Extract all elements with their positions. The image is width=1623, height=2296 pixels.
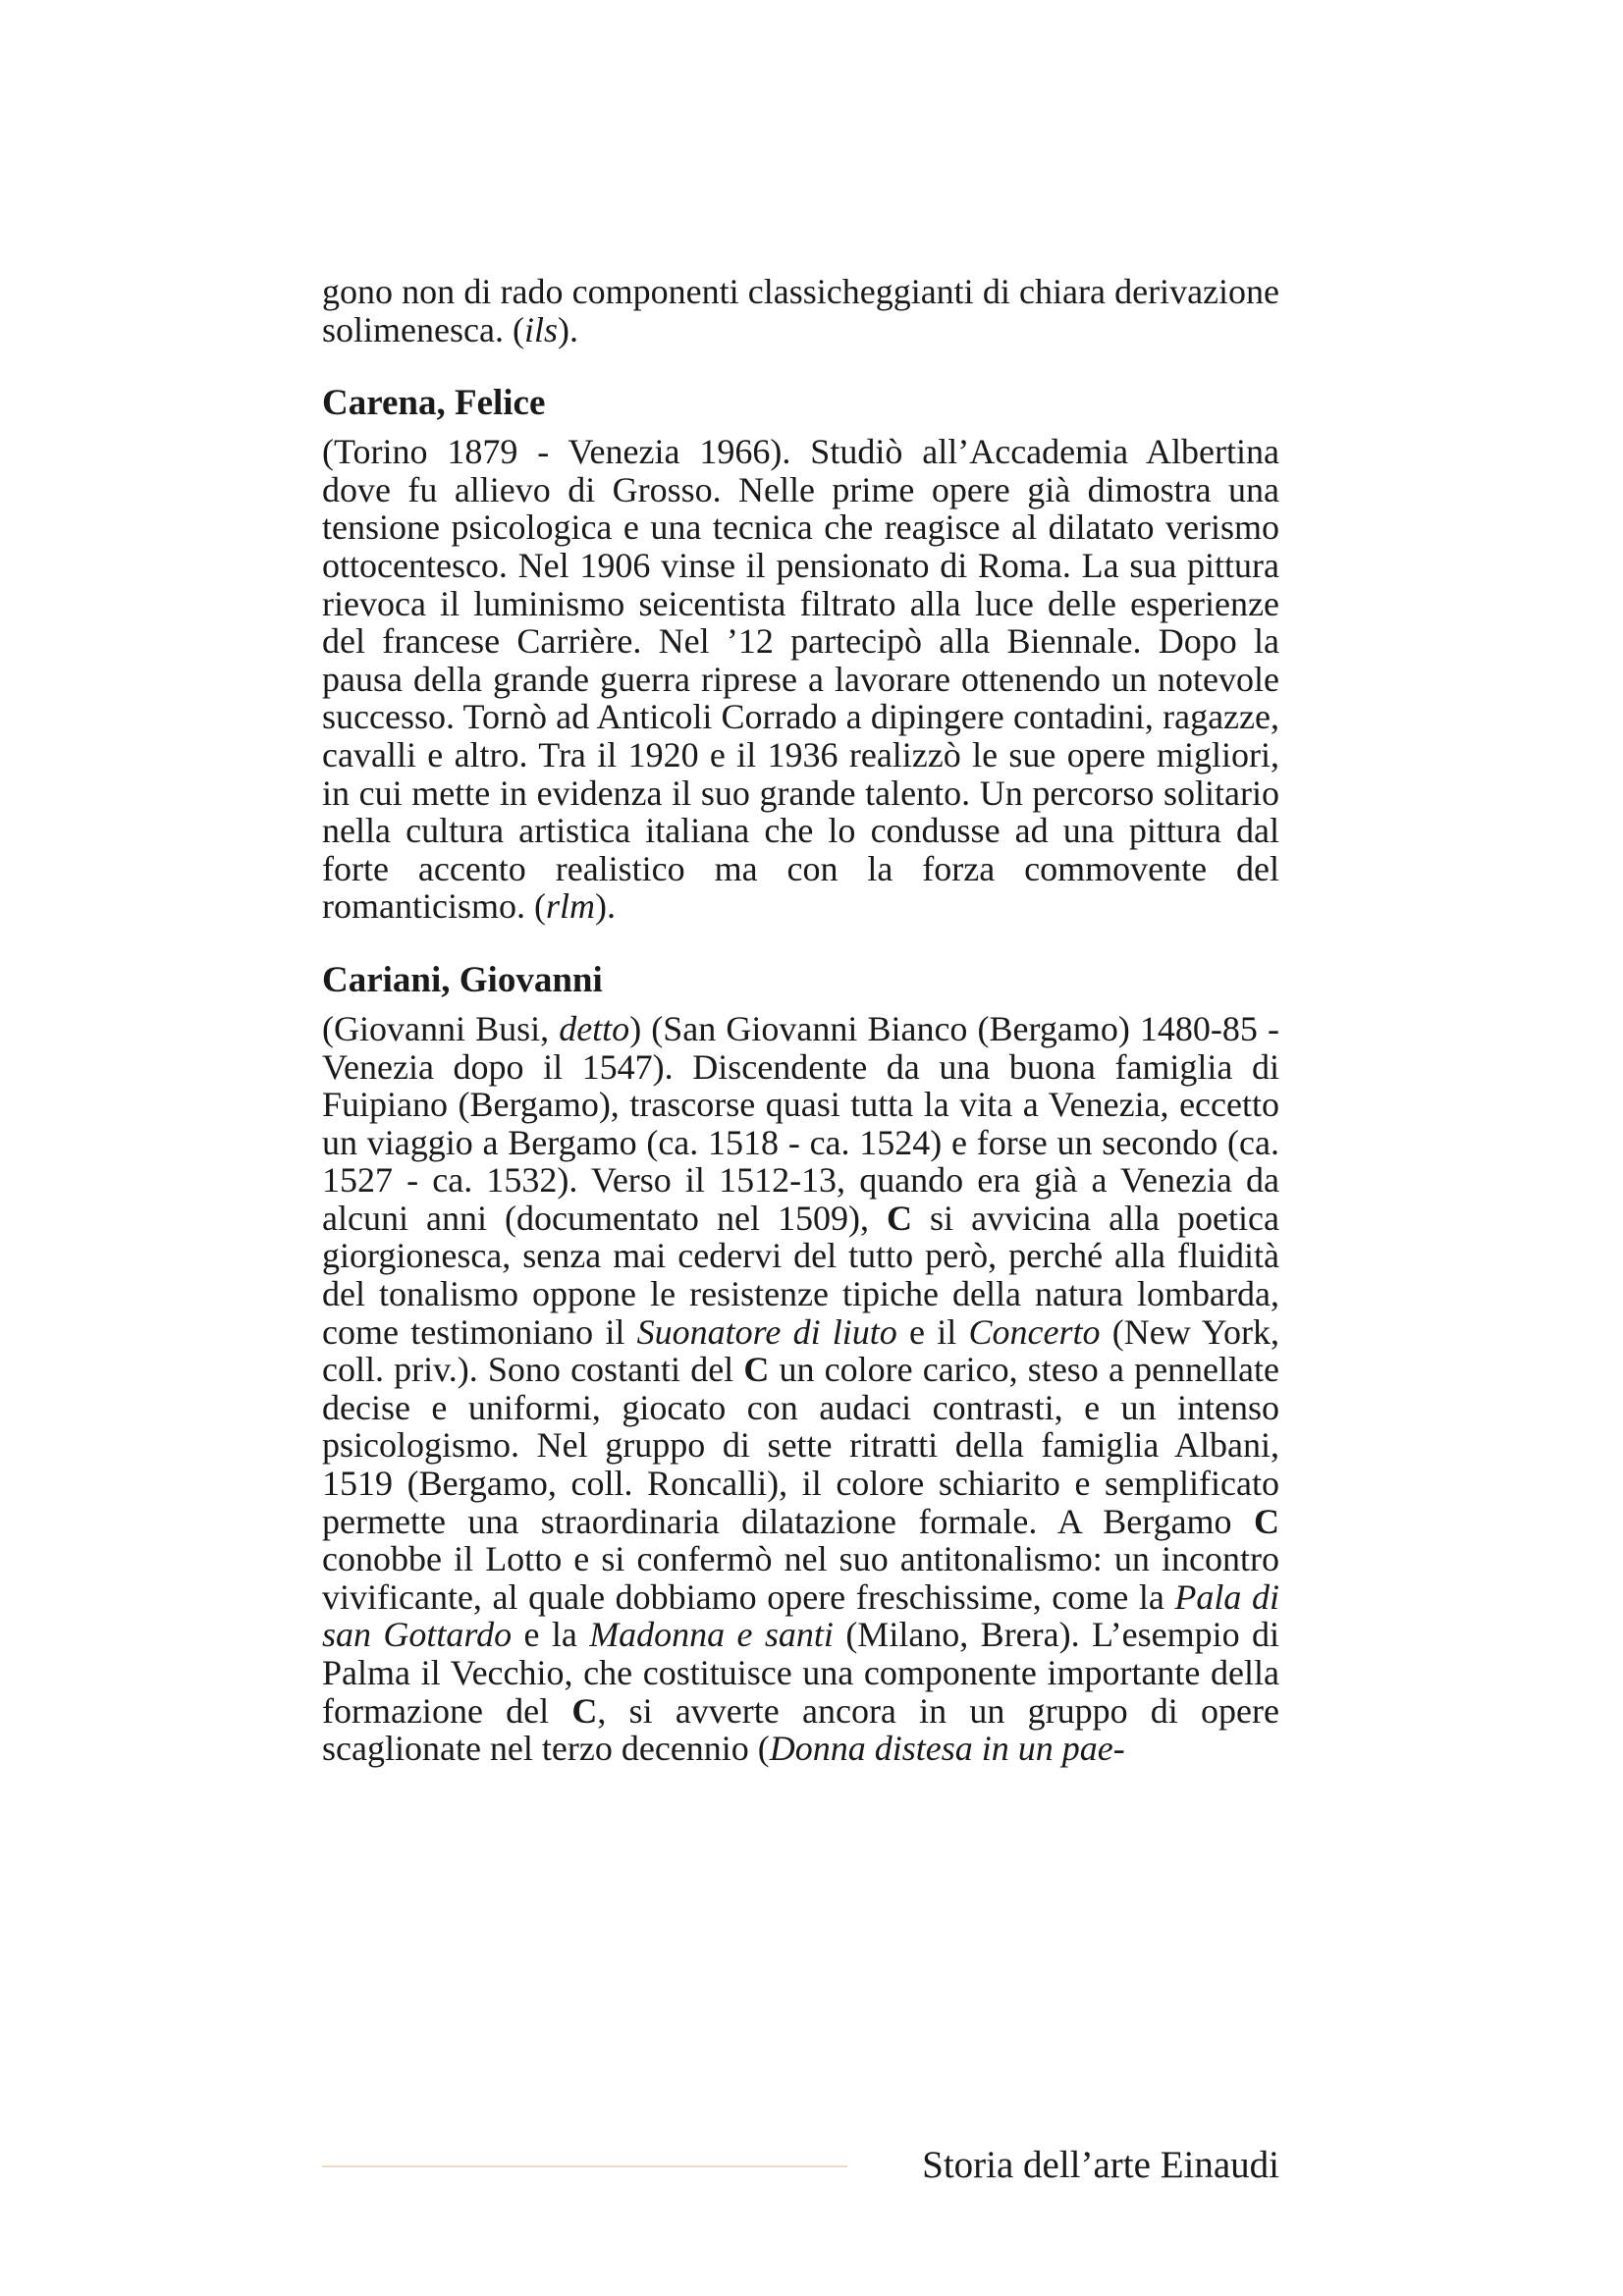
detto-italic: detto (559, 1008, 630, 1048)
work-title: Pala di san Gottardo (322, 1576, 1280, 1655)
work-title: Suonatore di liuto (636, 1311, 897, 1352)
carena-author-sigla: rlm (545, 886, 595, 927)
artist-initial: C (887, 1198, 913, 1238)
work-title: Madonna e santi (589, 1615, 834, 1655)
entry-title-carena: Carena, Felice (322, 383, 546, 424)
work-title: Concerto (968, 1311, 1101, 1352)
footer-publisher: Storia dell’arte Einaudi (922, 2144, 1279, 2186)
entry-title-cariani: Cariani, Giovanni (322, 959, 603, 1000)
entry-body-cariani: (Giovanni Busi, detto) (San Giovanni Bianco (Bergamo) 1480-85 - Venezia dopo il 1547). Discendente da una buona famiglia di Fuipiano (Bergamo), trascorse quasi tutta la vita a Venezia, eccetto un viaggio a Bergamo (ca. 1518 - ca. 1524) e forse un secondo (ca. 1527 - ca. 1532). Verso il 1512-13, quando era già a Venezia da alcuni anni (documentato nel 1509), C si avvicina alla poetica giorgionesca, senza mai cedervi del tutto però, perché alla fluidità del tonalismo oppone le resistenze tipiche della natura lombarda, come testimoniano il Suonatore di liuto e il Concerto (New York, coll. priv.). Sono costanti del C un colore carico, steso a pennellate decise e uniformi, giocato con audaci contrasti, e un intenso psicologismo. Nel gruppo di sette ritratti della famiglia Albani, 1519 (Bergamo, coll. Roncalli), il colore schiarito e semplificato permette una straordinaria dilatazione formale. A Bergamo C conobbe il Lotto e si confermò nel suo antitonalismo: un incontro vivificante, al quale dobbiamo opere freschissime, come la Pala di san Gottardo e la Madonna e santi (Milano, Brera). L’esempio di Palma il Vecchio, che costituisce una componente importante della formazione del C, si avverte ancora in un gruppo di opere scaglionate nel terzo decennio (Donna distesa in un pae- (322, 1008, 1280, 1769)
intro-paragraph: gono non di rado componenti classicheggianti di chiara derivazione solimenesca. (ils). (322, 272, 1279, 349)
artist-initial: C (571, 1690, 598, 1731)
work-title: Donna distesa in un pae- (769, 1729, 1125, 1769)
artist-initial: C (743, 1350, 770, 1390)
page-body (322, 273, 1279, 1768)
intro-author-sigla: ils (523, 309, 558, 349)
artist-initial: C (1254, 1501, 1279, 1541)
footer-rule (322, 2165, 847, 2167)
entry-body-carena: (Torino 1879 - Venezia 1966). Studiò all’Accademia Albertina dove fu allievo di Grosso. Nelle prime opere già dimostra una tensione psicologica e una tecnica che reagisce al dilatato verismo ottocentesco. Nel 1906 vinse il pensionato di Roma. La sua pittura rievoca il luminismo seicentista filtrato alla luce delle esperienze del francese Carrière. Nel ’12 partecipò alla Biennale. Dopo la pausa della grande guerra riprese a lavorare ottenendo un notevole successo. Tornò ad Anticoli Corrado a dipingere contadini, ragazze, cavalli e altro. Tra il 1920 e il 1936 realizzò le sue opere migliori, in cui mette in evidenza il suo grande talento. Un percorso solitario nella cultura artistica italiana che lo condusse ad una pittura dal forte accento realistico ma con la forza commovente del romanticismo. (rlm). (322, 432, 1279, 927)
